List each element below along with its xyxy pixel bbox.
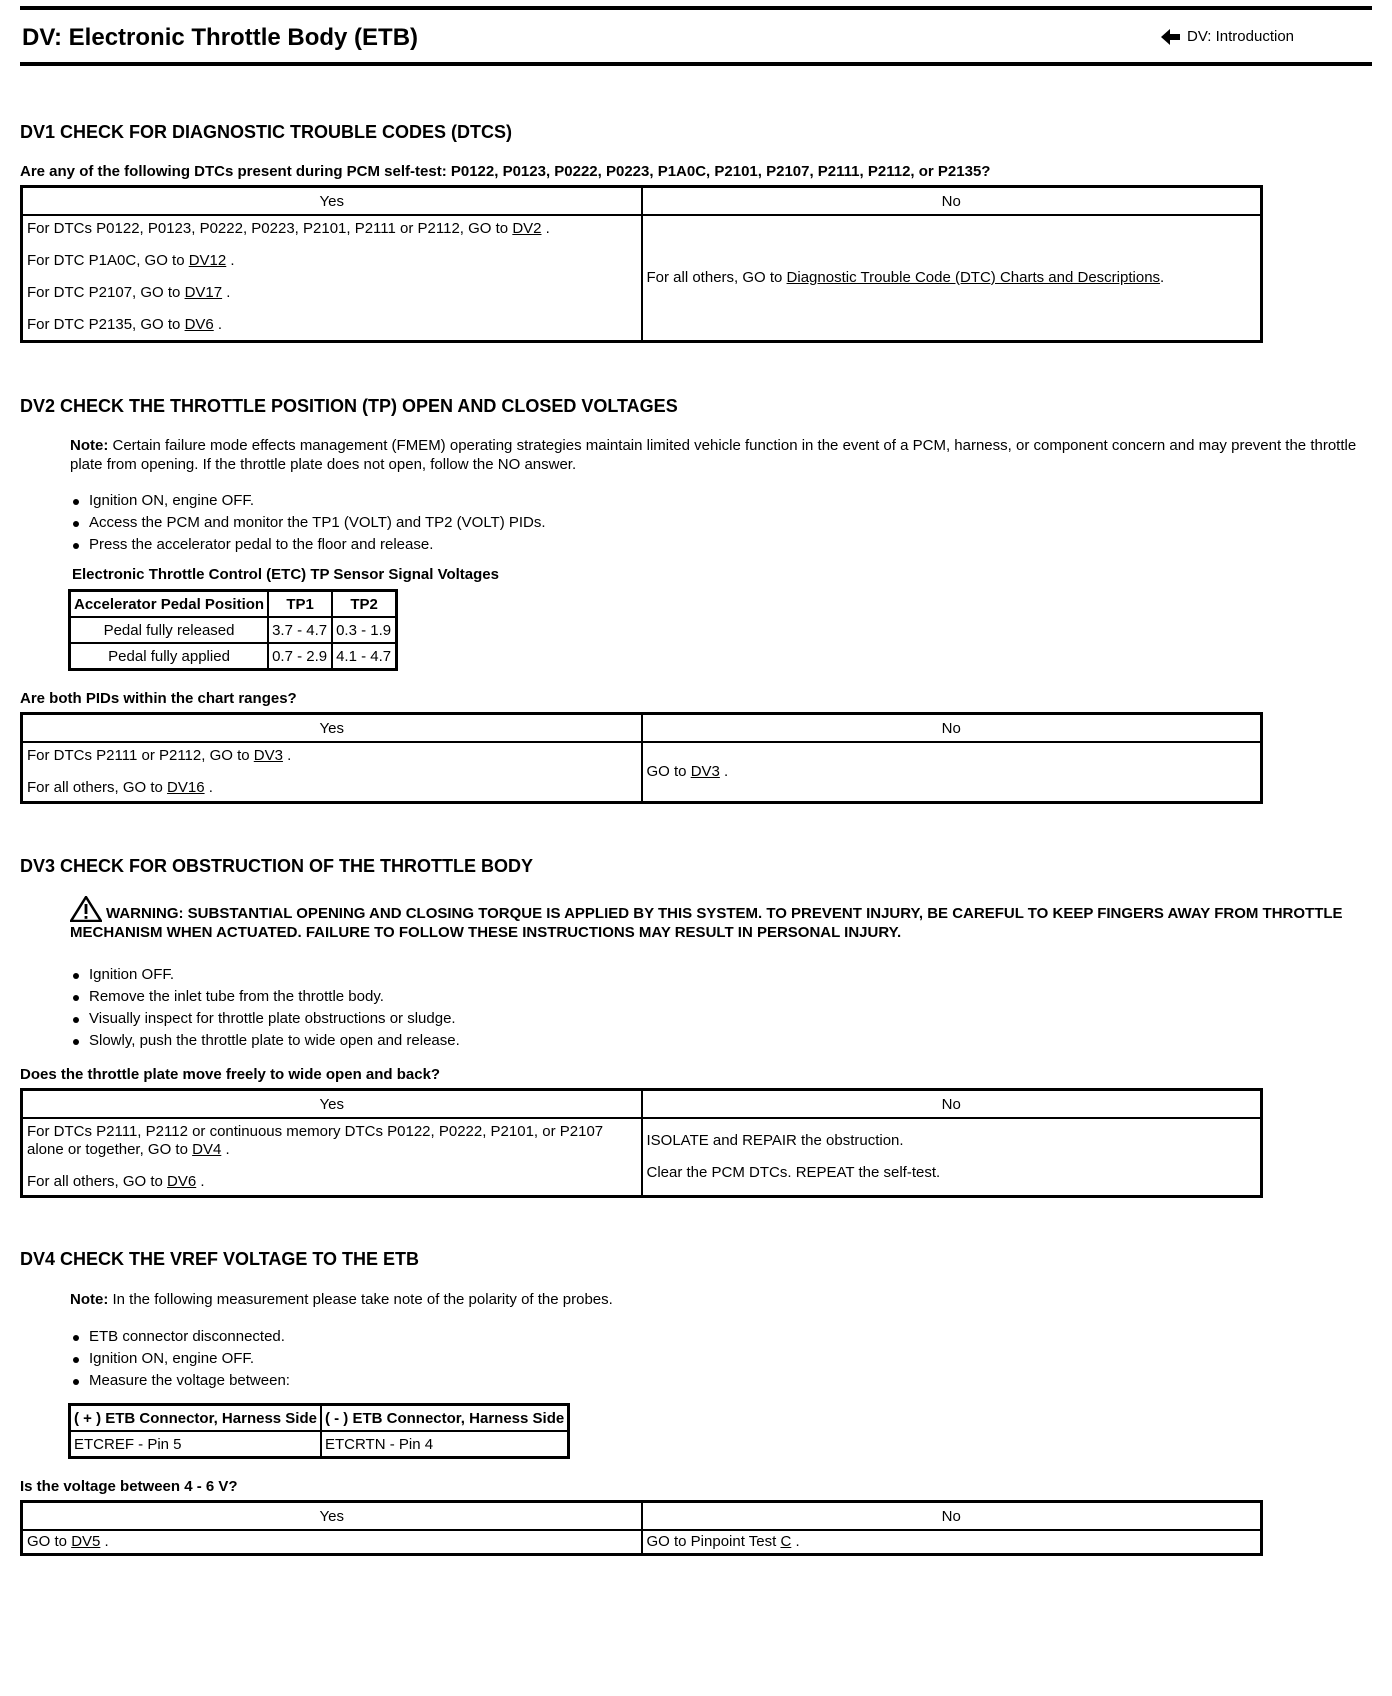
list-item: Visually inspect for throttle plate obstructions or sludge. bbox=[70, 1008, 460, 1030]
table-header: ( - ) ETB Connector, Harness Side bbox=[321, 1405, 569, 1432]
link-dv3[interactable]: DV3 bbox=[253, 747, 283, 764]
link-dv6[interactable]: DV6 bbox=[167, 1173, 197, 1190]
dv1-yes-line: For DTC P2135, GO to DV6 . bbox=[27, 316, 223, 333]
back-link[interactable] bbox=[1161, 28, 1294, 45]
link-dv17[interactable]: DV17 bbox=[184, 284, 223, 301]
voltage-measurement-table bbox=[68, 1403, 570, 1459]
yes-header: Yes bbox=[22, 1090, 642, 1119]
dv2-no-cell: GO to DV3 . bbox=[642, 742, 1262, 803]
dv1-title: DV1 CHECK FOR DIAGNOSTIC TROUBLE CODES (DTCS) bbox=[20, 122, 513, 142]
list-item: Press the accelerator pedal to the floor and release. bbox=[70, 534, 546, 556]
left-arrow-icon bbox=[1161, 29, 1181, 45]
list-item: Slowly, push the throttle plate to wide open and release. bbox=[70, 1030, 460, 1052]
no-header: No bbox=[642, 1502, 1262, 1531]
link-dv4[interactable]: DV4 bbox=[192, 1141, 222, 1158]
table-header: ( + ) ETB Connector, Harness Side bbox=[70, 1405, 321, 1432]
list-item: Ignition ON, engine OFF. bbox=[70, 490, 546, 512]
no-header: No bbox=[642, 714, 1262, 743]
table-row bbox=[70, 643, 397, 670]
dv1-answer-table bbox=[20, 185, 1263, 343]
dv3-steps bbox=[70, 964, 460, 1052]
list-item: Measure the voltage between: bbox=[70, 1370, 290, 1392]
back-link-label[interactable]: DV: Introduction bbox=[1187, 28, 1294, 45]
yes-header: Yes bbox=[22, 1502, 642, 1531]
warning-triangle-icon bbox=[70, 905, 106, 922]
dv3-title: DV3 CHECK FOR OBSTRUCTION OF THE THROTTLE BODY bbox=[20, 856, 533, 876]
dv3-warning: WARNING: SUBSTANTIAL OPENING AND CLOSING TORQUE IS APPLIED BY THIS SYSTEM. TO PREVENT INJURY, BE CAREFUL TO KEEP FINGERS AWAY FROM THROTTLE MECHANISM WHEN ACTUATED. FAILURE TO FOLLOW THESE INSTRUCTIONS MAY RESULT IN PERSONAL INJURY. bbox=[70, 896, 1380, 942]
dv3-no-cell bbox=[642, 1118, 1262, 1197]
link-dv6[interactable]: DV6 bbox=[184, 316, 214, 333]
title-bar bbox=[20, 6, 1372, 66]
dv3-no-line: Clear the PCM DTCs. REPEAT the self-test. bbox=[646, 1164, 941, 1181]
dv4-answer-table bbox=[20, 1500, 1263, 1556]
dv3-no-line: ISOLATE and REPAIR the obstruction. bbox=[646, 1132, 904, 1149]
dv3-yes-line: For DTCs P2111, P2112 or continuous memory DTCs P0122, P0222, P2101, or P2107 alone or together, GO to DV4 . bbox=[27, 1123, 604, 1158]
dv1-yes-line: For DTC P2107, GO to DV17 . bbox=[27, 284, 231, 301]
dv1-question: Are any of the following DTCs present during PCM self-test: P0122, P0123, P0222, P0223, P1A0C, P2101, P2107, P2111, P2112, or P2135? bbox=[20, 163, 991, 180]
table-cell: 4.1 - 4.7 bbox=[332, 643, 397, 670]
list-item: Ignition ON, engine OFF. bbox=[70, 1348, 290, 1370]
list-item: ETB connector disconnected. bbox=[70, 1326, 290, 1348]
table-header: TP2 bbox=[332, 591, 397, 618]
table-cell: 0.7 - 2.9 bbox=[268, 643, 332, 670]
dv4-note: Note: In the following measurement please take note of the polarity of the probes. bbox=[70, 1291, 613, 1308]
link-dv12[interactable]: DV12 bbox=[188, 252, 227, 269]
table-row bbox=[70, 617, 397, 643]
dv3-yes-line: For all others, GO to DV6 . bbox=[27, 1173, 205, 1190]
table-cell: ETCRTN - Pin 4 bbox=[321, 1431, 569, 1458]
dv2-yes-line: For all others, GO to DV16 . bbox=[27, 779, 213, 796]
link-dv2[interactable]: DV2 bbox=[512, 220, 542, 237]
table-cell: 3.7 - 4.7 bbox=[268, 617, 332, 643]
dv2-note: Note: Certain failure mode effects management (FMEM) operating strategies maintain limited vehicle function in the event of a PCM, harness, or component concern and may prevent the throttle plate from opening. If the throttle plate does not open, follow the NO answer. bbox=[70, 437, 1357, 473]
table-cell: Pedal fully applied bbox=[70, 643, 269, 670]
tp-table-caption: Electronic Throttle Control (ETC) TP Sensor Signal Voltages bbox=[72, 566, 499, 583]
list-item: Ignition OFF. bbox=[70, 964, 460, 986]
table-header: Accelerator Pedal Position bbox=[70, 591, 269, 618]
page-title: DV: Electronic Throttle Body (ETB) bbox=[22, 24, 419, 51]
dv2-title: DV2 CHECK THE THROTTLE POSITION (TP) OPEN AND CLOSED VOLTAGES bbox=[20, 396, 678, 416]
link-dv16[interactable]: DV16 bbox=[167, 779, 205, 796]
dv2-answer-table bbox=[20, 712, 1263, 804]
table-cell: 0.3 - 1.9 bbox=[332, 617, 397, 643]
dv1-yes-line: For DTC P1A0C, GO to DV12 . bbox=[27, 252, 235, 269]
dv4-title: DV4 CHECK THE VREF VOLTAGE TO THE ETB bbox=[20, 1249, 420, 1269]
no-header: No bbox=[642, 1090, 1262, 1119]
link-dv5[interactable]: DV5 bbox=[71, 1533, 101, 1550]
document-page bbox=[20, 0, 1372, 1550]
tp-voltage-table bbox=[68, 589, 398, 671]
table-header: TP1 bbox=[268, 591, 332, 618]
dv1-yes-cell bbox=[22, 215, 642, 341]
dv4-steps bbox=[70, 1326, 290, 1392]
table-cell: Pedal fully released bbox=[70, 617, 269, 643]
dv2-steps bbox=[70, 490, 546, 556]
link-pinpoint-test-c[interactable]: C bbox=[780, 1533, 792, 1550]
link-dtc-charts[interactable]: Diagnostic Trouble Code (DTC) Charts and Descriptions bbox=[786, 268, 1161, 286]
yes-header: Yes bbox=[22, 714, 642, 743]
dv1-no-cell: For all others, GO to Diagnostic Trouble Code (DTC) Charts and Descriptions. bbox=[642, 215, 1262, 341]
dv2-yes-line: For DTCs P2111 or P2112, GO to DV3 . bbox=[27, 747, 292, 764]
no-header: No bbox=[642, 187, 1262, 216]
dv4-question: Is the voltage between 4 - 6 V? bbox=[20, 1478, 238, 1495]
dv4-yes-cell: GO to DV5 . bbox=[22, 1530, 642, 1555]
list-item: Remove the inlet tube from the throttle body. bbox=[70, 986, 460, 1008]
dv3-yes-cell bbox=[22, 1118, 642, 1197]
table-cell: ETCREF - Pin 5 bbox=[70, 1431, 321, 1458]
link-dv3[interactable]: DV3 bbox=[690, 763, 720, 780]
dv2-yes-cell bbox=[22, 742, 642, 803]
dv3-answer-table bbox=[20, 1088, 1263, 1198]
list-item: Access the PCM and monitor the TP1 (VOLT) and TP2 (VOLT) PIDs. bbox=[70, 512, 546, 534]
yes-header: Yes bbox=[22, 187, 642, 216]
dv3-question: Does the throttle plate move freely to wide open and back? bbox=[20, 1066, 441, 1083]
dv2-question: Are both PIDs within the chart ranges? bbox=[20, 690, 297, 707]
table-row bbox=[70, 1431, 569, 1458]
dv4-no-cell: GO to Pinpoint Test C . bbox=[642, 1530, 1262, 1555]
dv1-yes-line: For DTCs P0122, P0123, P0222, P0223, P2101, P2111 or P2112, GO to DV2 . bbox=[27, 220, 550, 237]
